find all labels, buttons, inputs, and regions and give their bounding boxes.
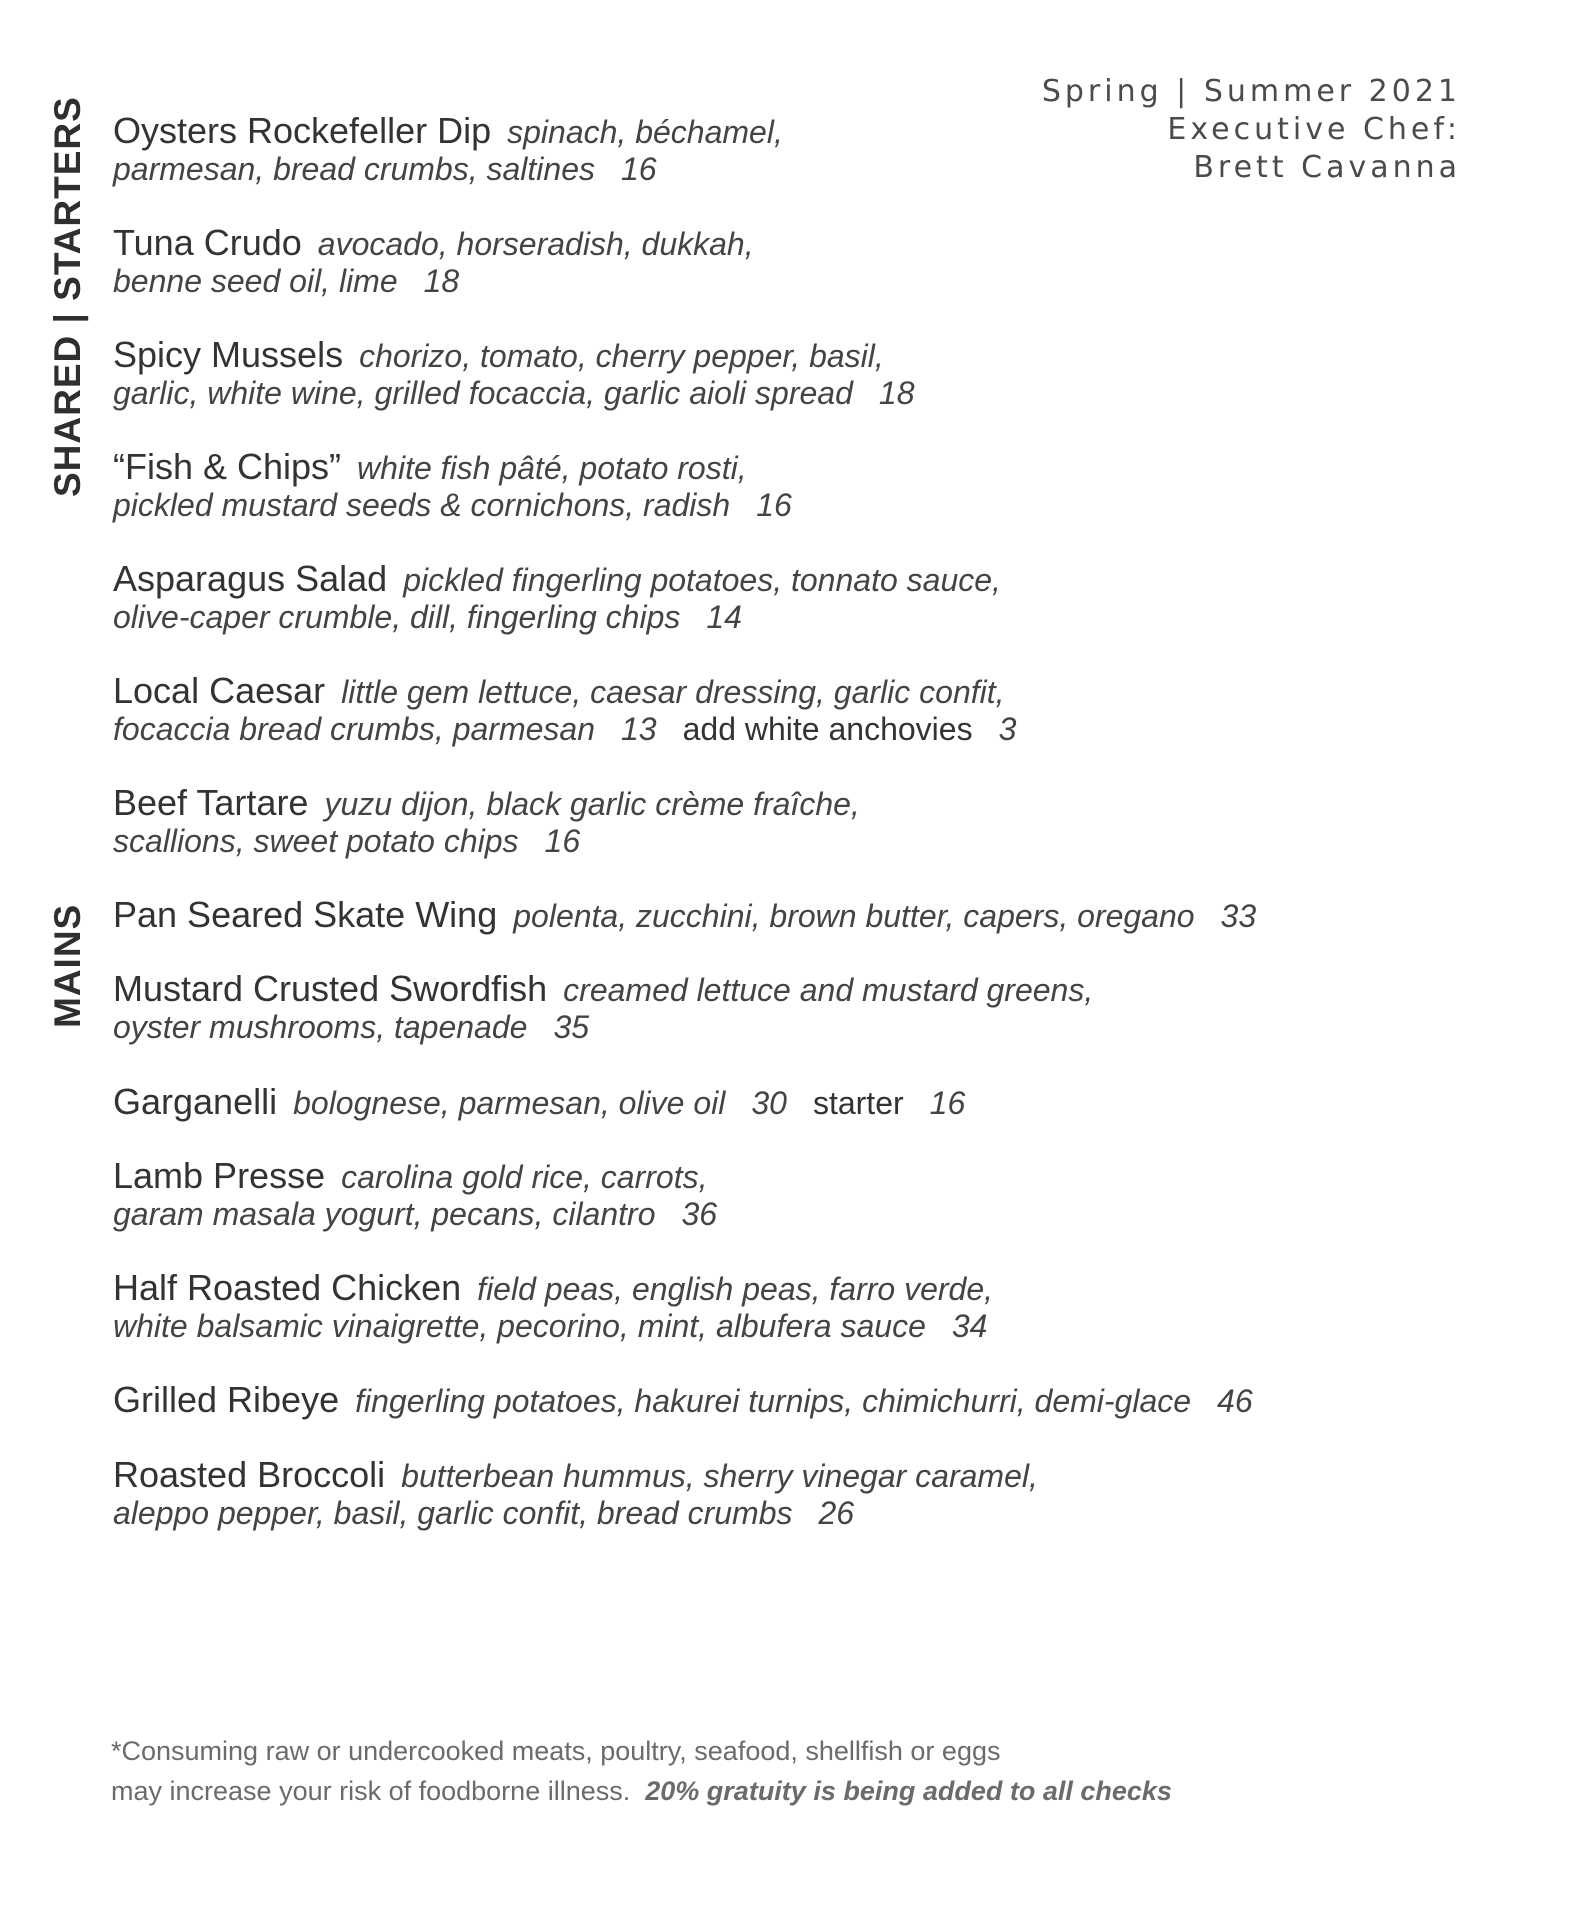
menu-item: [113, 970, 1093, 1046]
item-description: garlic, white wine, grilled focaccia, garlic aioli spread: [113, 375, 853, 411]
item-description: fingerling potatoes, hakurei turnips, chimichurri, demi-glace: [355, 1383, 1192, 1419]
menu-item: [113, 112, 783, 188]
item-description: benne seed oil, lime: [113, 263, 398, 299]
gratuity-notice: 20% gratuity is being added to all checks: [645, 1776, 1172, 1806]
item-name: Tuna Crudo: [113, 222, 302, 263]
item-description: carolina gold rice, carrots,: [341, 1159, 708, 1195]
item-addon: starter: [812, 1085, 904, 1121]
item-addon-price: 16: [929, 1085, 966, 1121]
item-price: 13: [621, 711, 657, 747]
item-name: Garganelli: [113, 1081, 278, 1122]
item-price: 16: [621, 151, 657, 187]
item-addon: add white anchovies: [682, 711, 973, 747]
item-description: scallions, sweet potato chips: [113, 823, 519, 859]
item-addon-price: 3: [998, 711, 1017, 747]
menu-item: [113, 448, 792, 524]
season-title: Spring | Summer 2021: [1041, 74, 1461, 109]
item-description: creamed lettuce and mustard greens,: [563, 972, 1094, 1008]
item-name: Lamb Presse: [113, 1155, 326, 1196]
item-price: 16: [544, 823, 581, 859]
item-description: polenta, zucchini, brown butter, capers, oregano: [513, 898, 1195, 934]
item-name: “Fish & Chips”: [113, 446, 342, 487]
chef-title: Executive Chef:: [1167, 112, 1461, 147]
item-description: yuzu dijon, black garlic crème fraîche,: [324, 786, 860, 822]
section-label-mains: MAINS: [47, 903, 88, 1028]
menu-item: [113, 1456, 1038, 1532]
item-description: field peas, english peas, farro verde,: [477, 1271, 994, 1307]
menu-item: [113, 896, 1256, 934]
item-name: Spicy Mussels: [113, 334, 344, 375]
menu-item: [113, 560, 1001, 636]
item-price: 18: [423, 263, 460, 299]
menu-item: [113, 784, 860, 860]
item-name: Asparagus Salad: [113, 558, 388, 599]
item-description: aleppo pepper, basil, garlic confit, bread crumbs: [113, 1495, 793, 1531]
item-name: Mustard Crusted Swordfish: [113, 968, 548, 1009]
item-name: Pan Seared Skate Wing: [113, 894, 498, 935]
menu-item: [113, 336, 914, 412]
item-name: Grilled Ribeye: [113, 1379, 340, 1420]
menu-item: [113, 224, 754, 300]
item-price: 14: [706, 599, 742, 635]
item-description: oyster mushrooms, tapenade: [113, 1009, 528, 1045]
item-name: Roasted Broccoli: [113, 1454, 386, 1495]
item-description: white fish pâté, potato rosti,: [357, 450, 747, 486]
item-price: 34: [951, 1308, 988, 1344]
item-name: Beef Tartare: [113, 782, 309, 823]
menu-item: [113, 672, 1016, 748]
section-label-starters: SHARED | STARTERS: [47, 96, 88, 497]
item-price: 33: [1220, 898, 1257, 934]
item-name: Oysters Rockefeller Dip: [113, 110, 492, 151]
item-description: pickled mustard seeds & cornichons, radish: [113, 487, 731, 523]
item-description: avocado, horseradish, dukkah,: [317, 226, 754, 262]
menu-item: [113, 1269, 993, 1345]
menu-header: [1042, 73, 1461, 187]
item-price: 18: [878, 375, 915, 411]
item-price: 46: [1217, 1383, 1253, 1419]
footer-line-1: *Consuming raw or undercooked meats, poultry, seafood, shellfish or eggs: [111, 1736, 1001, 1766]
item-price: 30: [751, 1085, 787, 1121]
footer-line-2: may increase your risk of foodborne illness.: [111, 1776, 631, 1806]
menu-item: [113, 1157, 717, 1233]
item-description: garam masala yogurt, pecans, cilantro: [113, 1196, 656, 1232]
item-description: focaccia bread crumbs, parmesan: [113, 711, 595, 747]
item-description: spinach, béchamel,: [507, 114, 783, 150]
menu-item: [113, 1381, 1253, 1419]
footer-disclaimer: [111, 1731, 1172, 1811]
item-description: pickled fingerling potatoes, tonnato sauce,: [403, 562, 1001, 598]
item-description: olive-caper crumble, dill, fingerling chips: [113, 599, 681, 635]
item-name: Local Caesar: [113, 670, 326, 711]
item-description: little gem lettuce, caesar dressing, garlic confit,: [341, 674, 1005, 710]
menu-item: [113, 1083, 965, 1121]
item-price: 36: [681, 1196, 718, 1232]
item-name: Half Roasted Chicken: [113, 1267, 462, 1308]
item-description: butterbean hummus, sherry vinegar caramel,: [401, 1458, 1038, 1494]
item-price: 16: [756, 487, 792, 523]
item-description: white balsamic vinaigrette, pecorino, mint, albufera sauce: [113, 1308, 926, 1344]
item-description: parmesan, bread crumbs, saltines: [113, 151, 595, 187]
item-price: 26: [818, 1495, 855, 1531]
item-description: chorizo, tomato, cherry pepper, basil,: [359, 338, 884, 374]
item-description: bolognese, parmesan, olive oil: [293, 1085, 726, 1121]
item-price: 35: [553, 1009, 590, 1045]
chef-name: Brett Cavanna: [1193, 150, 1461, 185]
